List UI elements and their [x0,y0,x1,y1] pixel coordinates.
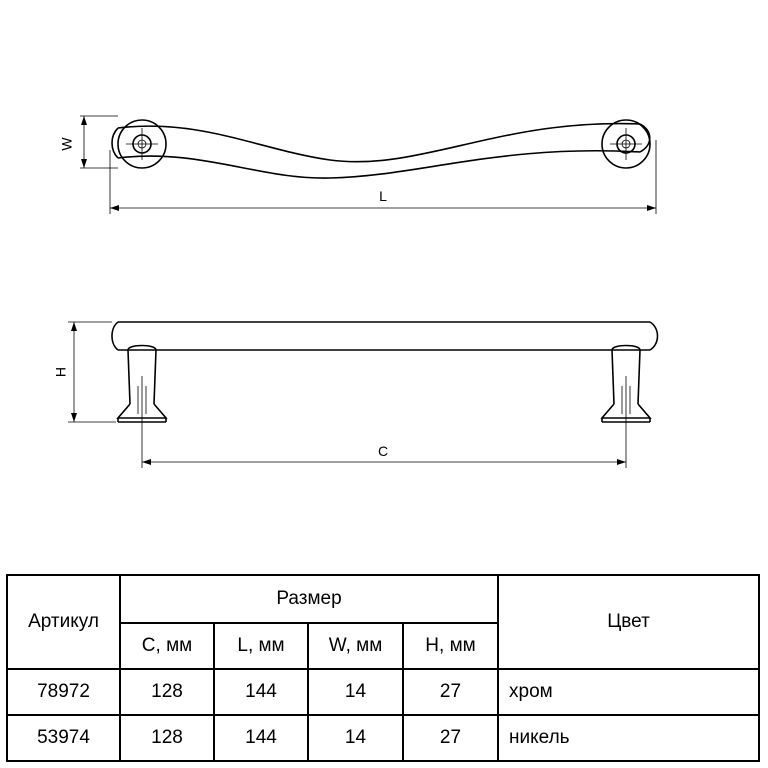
cell-c: 128 [120,669,214,715]
cell-l: 144 [214,715,308,761]
cell-w: 14 [308,715,403,761]
cell-article: 78972 [7,669,120,715]
cell-w: 14 [308,669,403,715]
header-h: H, мм [403,623,498,669]
table-row [7,715,759,761]
header-article: Артикул [7,575,120,669]
handle-side-view [112,322,658,428]
header-color: Цвет [498,575,759,669]
cell-h: 27 [403,715,498,761]
dimension-c [142,428,626,468]
cell-l: 144 [214,669,308,715]
dimension-label-l: L [379,188,387,204]
dimension-label-w: W [58,137,75,151]
header-w: W, мм [308,623,403,669]
header-l: L, мм [214,623,308,669]
cell-h: 27 [403,669,498,715]
cell-color: никель [498,715,759,761]
header-size-group: Размер [120,575,498,623]
dimension-w [59,116,118,168]
spec-table [6,574,760,762]
dimension-label-h: H [52,366,69,378]
dimension-label-c: C [377,443,389,459]
table-header-row [7,575,759,623]
cell-c: 128 [120,715,214,761]
handle-top-view [112,120,650,178]
header-c: C, мм [120,623,214,669]
dimension-h [53,322,116,422]
cell-article: 53974 [7,715,120,761]
table-row [7,669,759,715]
cell-color: хром [498,669,759,715]
